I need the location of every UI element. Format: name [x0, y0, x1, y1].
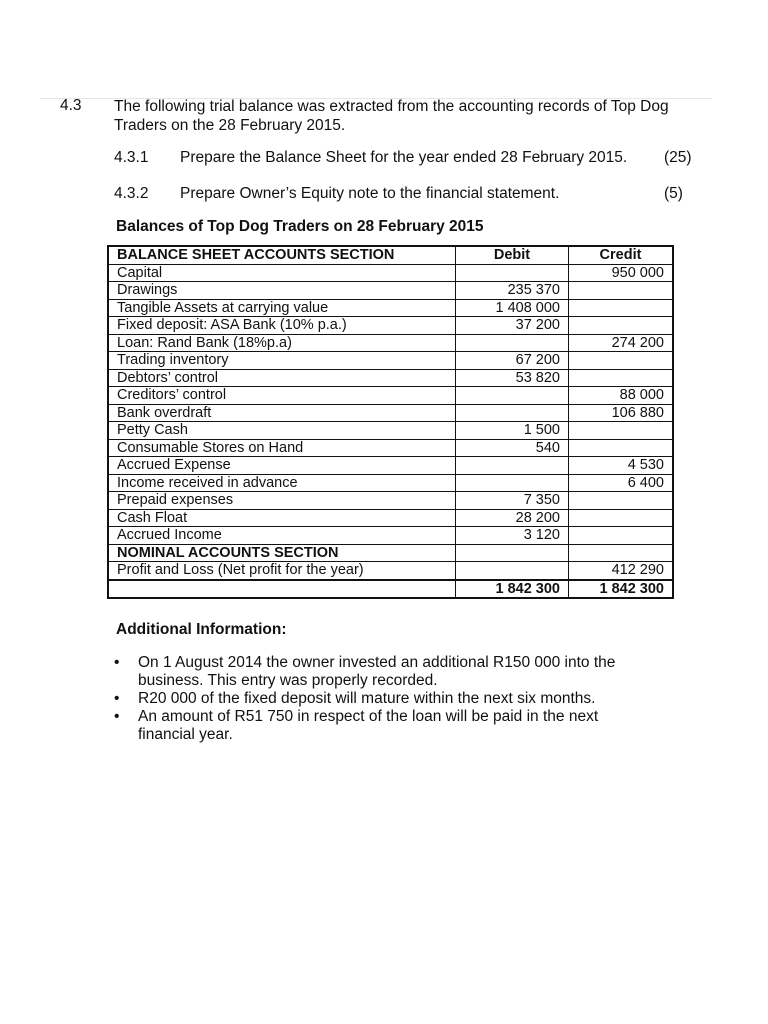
table-row [108, 352, 673, 370]
account-name: Profit and Loss (Net profit for the year) [108, 562, 456, 580]
account-name: Accrued Expense [108, 457, 456, 475]
table-row [108, 387, 673, 405]
header-accounts: BALANCE SHEET ACCOUNTS SECTION [108, 246, 456, 264]
account-name: Prepaid expenses [108, 492, 456, 510]
credit-amount: 412 290 [569, 562, 674, 580]
credit-amount: 88 000 [569, 387, 674, 405]
debit-amount: 1 500 [456, 422, 569, 440]
table-body [108, 264, 673, 598]
info-bullet-item [112, 654, 632, 690]
account-name: Cash Float [108, 509, 456, 527]
debit-amount: 37 200 [456, 317, 569, 335]
debit-amount [456, 404, 569, 422]
nominal-section-label: NOMINAL ACCOUNTS SECTION [108, 544, 456, 562]
credit-amount: 950 000 [569, 264, 674, 282]
credit-amount: 106 880 [569, 404, 674, 422]
account-name: Fixed deposit: ASA Bank (10% p.a.) [108, 317, 456, 335]
table-row [108, 264, 673, 282]
account-name: Drawings [108, 282, 456, 300]
nominal-section-row [108, 544, 673, 562]
table-row [108, 422, 673, 440]
table-row [108, 369, 673, 387]
debit-amount: 67 200 [456, 352, 569, 370]
credit-amount [569, 422, 674, 440]
account-name: Debtors’ control [108, 369, 456, 387]
debit-amount: 540 [456, 439, 569, 457]
account-name: Petty Cash [108, 422, 456, 440]
debit-amount: 3 120 [456, 527, 569, 545]
table-row [108, 492, 673, 510]
debit-amount [456, 264, 569, 282]
trial-balance-table [107, 245, 674, 599]
subquestion-2-number: 4.3.2 [114, 185, 149, 202]
info-bullet-text: On 1 August 2014 the owner invested an additional R150 000 into the business. This entry was properly recorded. [138, 654, 616, 689]
credit-amount [569, 299, 674, 317]
account-name: Accrued Income [108, 527, 456, 545]
credit-amount: 6 400 [569, 474, 674, 492]
header-debit: Debit [456, 246, 569, 264]
credit-amount: 274 200 [569, 334, 674, 352]
account-name: Capital [108, 264, 456, 282]
credit-amount [569, 352, 674, 370]
account-name: Tangible Assets at carrying value [108, 299, 456, 317]
table-row [108, 334, 673, 352]
account-name: Consumable Stores on Hand [108, 439, 456, 457]
debit-amount [456, 474, 569, 492]
credit-amount [569, 527, 674, 545]
table-row [108, 457, 673, 475]
bullet-icon: • [114, 654, 120, 671]
table-row [108, 527, 673, 545]
account-name: Income received in advance [108, 474, 456, 492]
info-bullet-item [112, 690, 632, 708]
credit-amount [569, 282, 674, 300]
subquestion-2-text: Prepare Owner’s Equity note to the financial statement. [180, 185, 560, 202]
subquestion-2-marks: (5) [664, 185, 683, 202]
subquestion-1-number: 4.3.1 [114, 149, 149, 166]
additional-info-list [112, 654, 632, 744]
subquestion-1-marks: (25) [664, 149, 692, 166]
table-header-row [108, 246, 673, 264]
credit-amount [569, 317, 674, 335]
empty-cell [456, 544, 569, 562]
debit-amount: 1 408 000 [456, 299, 569, 317]
debit-amount: 7 350 [456, 492, 569, 510]
debit-amount [456, 334, 569, 352]
table-title: Balances of Top Dog Traders on 28 February 2015 [116, 218, 484, 235]
question-text: The following trial balance was extracted from the accounting records of Top Dog Traders on the 28 February 2015. [114, 98, 669, 134]
table-row [108, 282, 673, 300]
debit-amount [456, 387, 569, 405]
info-bullet-text: An amount of R51 750 in respect of the loan will be paid in the next financial year. [138, 708, 599, 743]
account-name: Trading inventory [108, 352, 456, 370]
debit-amount [456, 562, 569, 580]
header-credit: Credit [569, 246, 674, 264]
info-bullet-text: R20 000 of the fixed deposit will mature within the next six months. [138, 690, 596, 707]
credit-amount [569, 369, 674, 387]
debit-amount: 53 820 [456, 369, 569, 387]
account-name: Creditors’ control [108, 387, 456, 405]
total-debit: 1 842 300 [456, 580, 569, 599]
credit-amount: 4 530 [569, 457, 674, 475]
bullet-icon: • [114, 708, 120, 725]
empty-cell [108, 580, 456, 599]
debit-amount: 235 370 [456, 282, 569, 300]
credit-amount [569, 492, 674, 510]
empty-cell [569, 544, 674, 562]
credit-amount [569, 509, 674, 527]
totals-row [108, 580, 673, 599]
debit-amount: 28 200 [456, 509, 569, 527]
table-row [108, 562, 673, 580]
account-name: Bank overdraft [108, 404, 456, 422]
account-name: Loan: Rand Bank (18%p.a) [108, 334, 456, 352]
table-row [108, 439, 673, 457]
table-row [108, 404, 673, 422]
total-credit: 1 842 300 [569, 580, 674, 599]
question-number: 4.3 [60, 97, 82, 114]
table-row [108, 317, 673, 335]
subquestion-1-text: Prepare the Balance Sheet for the year ended 28 February 2015. [180, 149, 628, 166]
table-row [108, 474, 673, 492]
table-row [108, 509, 673, 527]
additional-info-heading: Additional Information: [116, 621, 287, 638]
credit-amount [569, 439, 674, 457]
debit-amount [456, 457, 569, 475]
bullet-icon: • [114, 690, 120, 707]
table-row [108, 299, 673, 317]
info-bullet-item [112, 708, 632, 744]
